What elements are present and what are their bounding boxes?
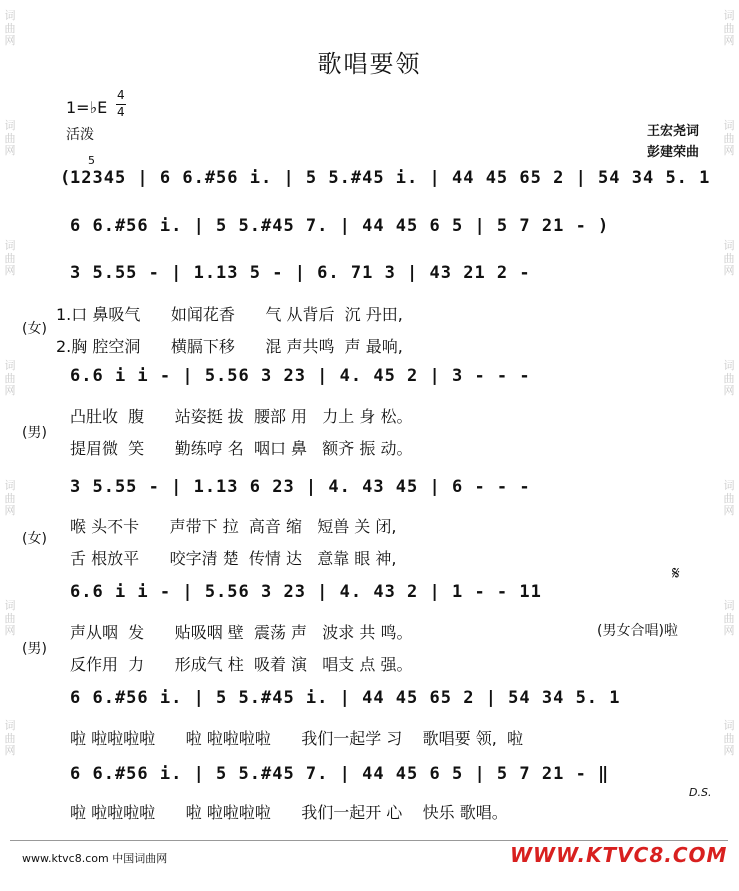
intro-bracket: ( [60, 168, 72, 188]
dal-segno-marking: D.S. [689, 786, 712, 799]
watermark-left-4: 词曲网 [4, 359, 16, 398]
notation-row-7: 6 6.#56 i. | 5 5.#45 i. | 44 45 65 2 | 54 34 5. 1 [70, 688, 621, 708]
watermark-left-3: 词曲网 [4, 239, 16, 278]
tempo-marking: 活泼 [66, 127, 94, 143]
lyric-line-5: 喉 头不卡 声带下 拉 高音 缩 短兽 关 闭, [70, 517, 397, 536]
watermark-right-4: 词曲网 [723, 359, 735, 398]
chorus-note: (男女合唱)啦 [597, 623, 678, 639]
page-title: 歌唱要领 [317, 50, 422, 78]
lyricist-credit: 王宏尧词 [647, 124, 700, 139]
part-label-male-1: (男) [22, 425, 47, 441]
footer-logo: WWW.KTVC8.COM [510, 843, 728, 867]
watermark-left-5: 词曲网 [4, 479, 16, 518]
segno-sign: 𝄋 [672, 563, 680, 584]
lyric-line-7: 声从咽 发 贴吸咽 壁 震荡 声 波求 共 鸣。 [70, 623, 413, 642]
watermark-right-1: 词曲网 [723, 9, 735, 48]
lyric-line-3: 凸肚收 腹 站姿挺 拔 腰部 用 力上 身 松。 [70, 407, 413, 426]
lyric-line-1: 1.口 鼻吸气 如闻花香 气 从背后 沉 丹田, [56, 305, 403, 324]
watermark-left-7: 词曲网 [4, 719, 16, 758]
key-signature: 1=♭E [66, 98, 108, 117]
notation-row-5: 3 5.55 - | 1.13 6 23 | 4. 43 45 | 6 - - - [70, 477, 531, 497]
lyric-line-6: 舌 根放平 咬字清 楚 传情 达 意靠 眼 神, [70, 549, 397, 568]
lyric-line-10: 啦 啦啦啦啦 啦 啦啦啦啦 我们一起开 心 快乐 歌唱。 [70, 803, 508, 822]
part-label-male-2: (男) [22, 641, 47, 657]
footer-site-text: www.ktvc8.com 中国词曲网 [22, 852, 168, 865]
notation-row-8: 6 6.#56 i. | 5 5.#45 7. | 44 45 6 5 | 5 7 21 - ‖ [70, 764, 610, 784]
notation-row-2: 6 6.#56 i. | 5 5.#45 7. | 44 45 6 5 | 5 7 21 - ) [70, 216, 610, 236]
lyric-line-4: 提眉微 笑 勤练哼 名 咽口 鼻 额齐 振 动。 [70, 439, 413, 458]
notation-row-4: 6.6 i i - | 5.56 3 23 | 4. 45 2 | 3 - - - [70, 366, 531, 386]
watermark-left-6: 词曲网 [4, 599, 16, 638]
time-signature-denominator: 4 [117, 105, 125, 119]
part-label-female-2: (女) [22, 531, 47, 547]
watermark-right-3: 词曲网 [723, 239, 735, 278]
composer-credit: 彭建荣曲 [647, 145, 700, 160]
watermark-right-6: 词曲网 [723, 599, 735, 638]
watermark-right-7: 词曲网 [723, 719, 735, 758]
lyric-line-2: 2.胸 腔空洞 横膈下移 混 声共鸣 声 最响, [56, 337, 403, 356]
footer-divider [10, 840, 728, 841]
time-signature-numerator: 4 [117, 88, 125, 102]
watermark-right-5: 词曲网 [723, 479, 735, 518]
part-label-female-1: (女) [22, 321, 47, 337]
notation-row-6: 6.6 i i - | 5.56 3 23 | 4. 43 2 | 1 - - 11 [70, 582, 542, 602]
intro-grace-number: 5 [88, 154, 95, 167]
lyric-line-9: 啦 啦啦啦啦 啦 啦啦啦啦 我们一起学 习 歌唱要 领, 啦 [70, 729, 523, 748]
notation-row-1: 12345 | 6 6.#56 i. | 5 5.#45 i. | 44 45 65 2 | 54 34 5. 1 [70, 168, 711, 188]
watermark-right-2: 词曲网 [723, 119, 735, 158]
watermark-left-1: 词曲网 [4, 9, 16, 48]
lyric-line-8: 反作用 力 形成气 柱 吸着 演 唱支 点 强。 [70, 655, 413, 674]
notation-row-3: 3 5.55 - | 1.13 5 - | 6. 71 3 | 43 21 2 - [70, 263, 531, 283]
watermark-left-2: 词曲网 [4, 119, 16, 158]
